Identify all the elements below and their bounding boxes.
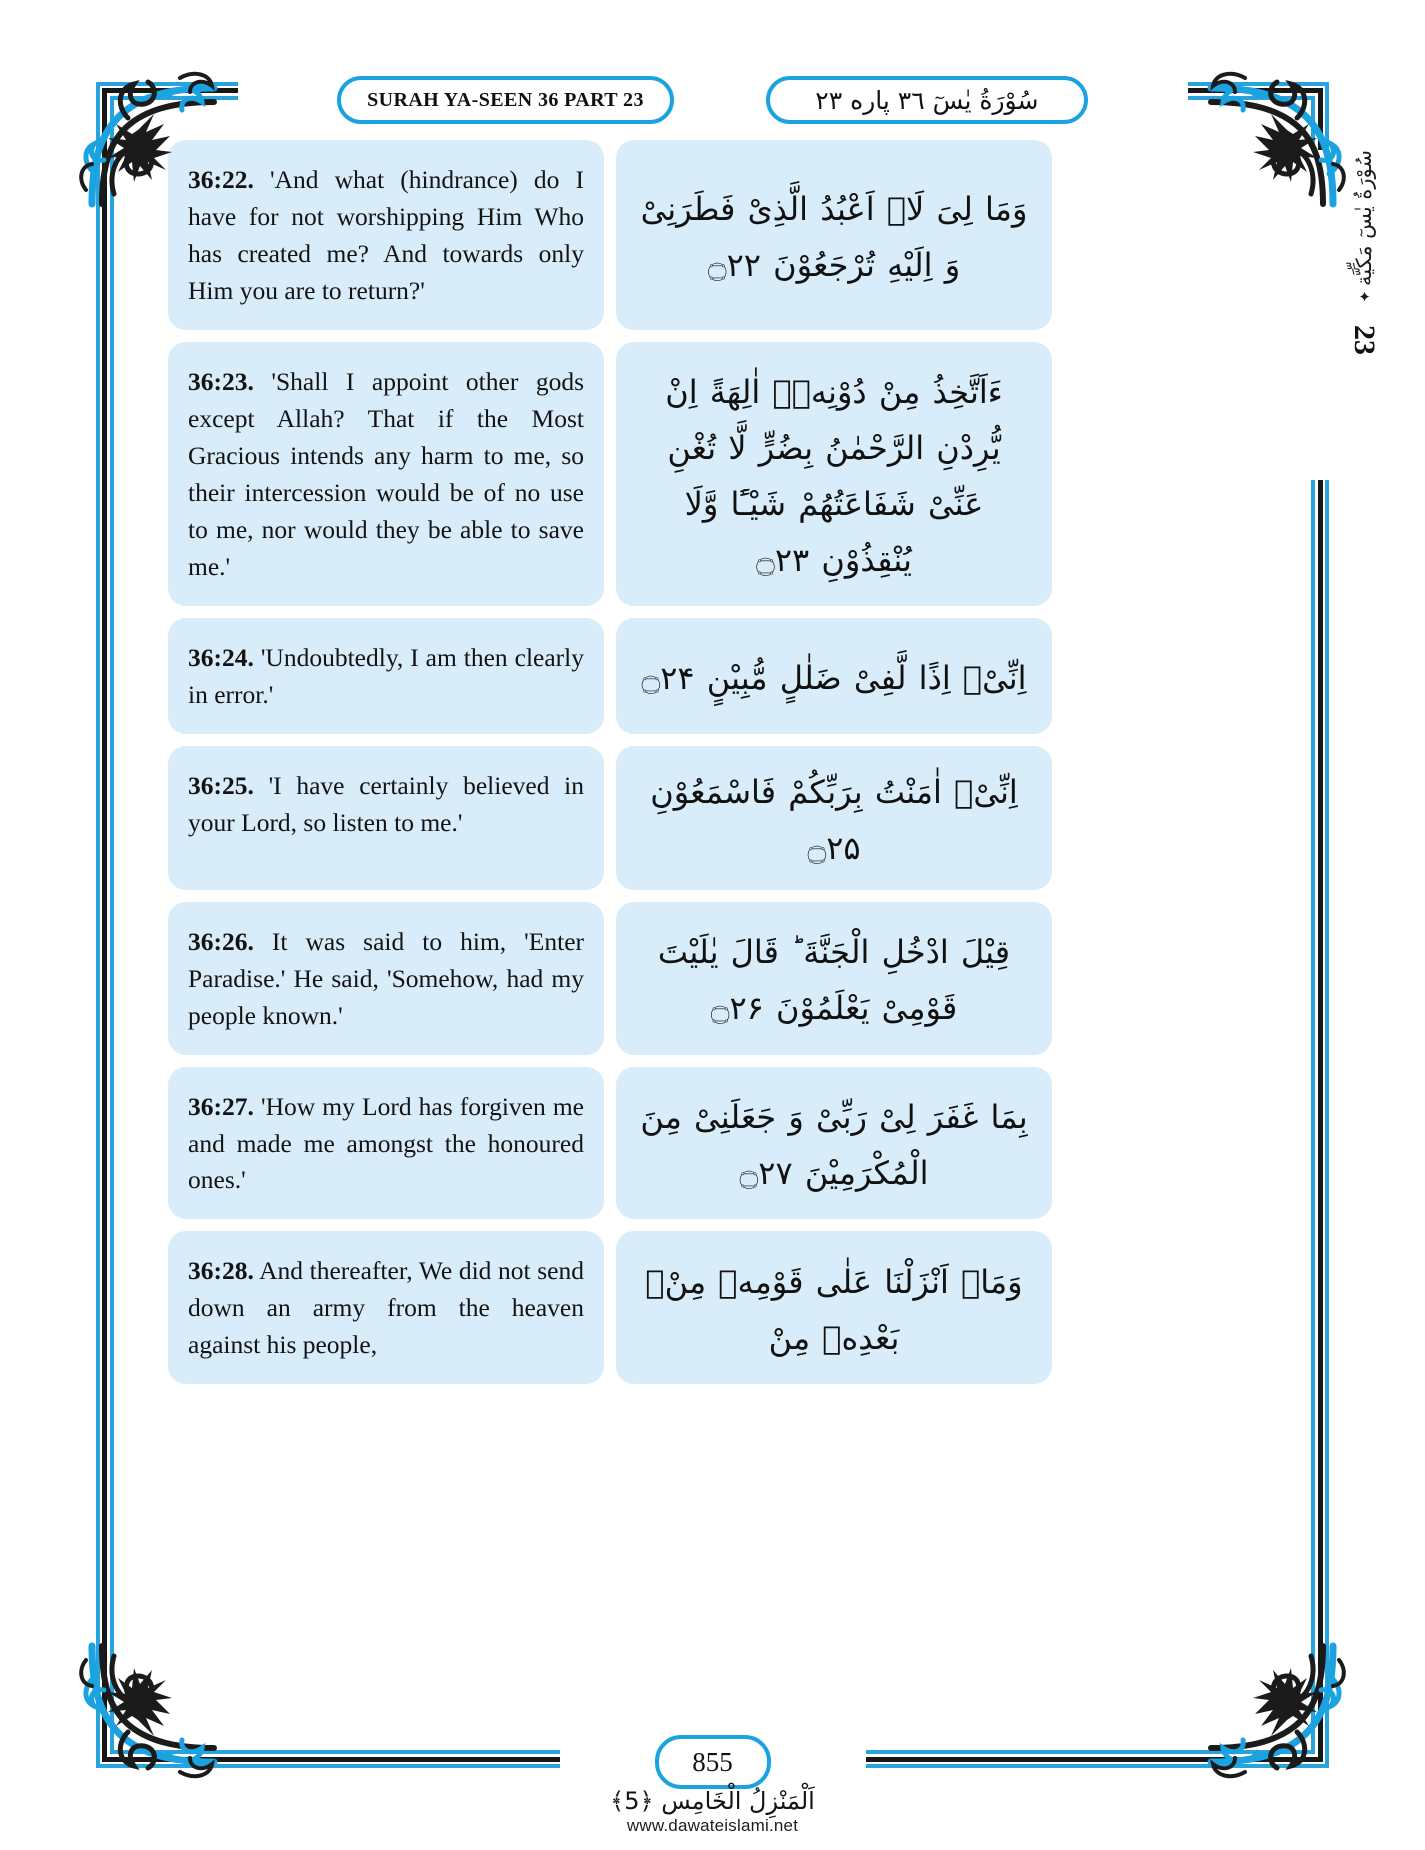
- verse-arabic-text: وَمَاۤ اَنْزَلْنَا عَلٰى قَوْمِهٖ مِنْۢ بَعْدِهٖ مِنْ: [645, 1262, 1023, 1357]
- verse-english-panel: [168, 342, 604, 606]
- verse-english-body: And thereafter, We did not send down an army from the heaven against his people,: [188, 1256, 585, 1360]
- verse-english-text: [188, 924, 584, 1035]
- verse-english-panel: [168, 1067, 604, 1220]
- verse-list: [168, 140, 1052, 1396]
- verse-arabic-text: اِنِّیْۤ اٰمَنْتُ بِرَبِّكُمْ فَاسْمَعُوْنِ ۝۲۵: [650, 772, 1018, 867]
- verse-row: [168, 1231, 1052, 1384]
- side-tab-part-number: 23: [1348, 325, 1381, 355]
- manzil-label: اَلْمَنْزِلُ الْخَامِس ﴿5﴾: [610, 1787, 815, 1815]
- verse-english-text: [188, 768, 584, 842]
- verse-row: [168, 1067, 1052, 1220]
- side-tab-arabic-label: سُوْرَةُ يٰسٓ مَكِّيَّة: [1352, 150, 1376, 286]
- page-number: 855: [692, 1746, 733, 1777]
- page-header: [0, 72, 1425, 128]
- juz-side-tab: [1327, 150, 1401, 480]
- verse-english-panel: [168, 618, 604, 734]
- page-footer-meta: [0, 1788, 1425, 1850]
- verse-arabic-panel: [616, 1067, 1052, 1220]
- verse-arabic-panel: [616, 1231, 1052, 1384]
- verse-number: 36:23.: [188, 366, 254, 396]
- verse-arabic-text: وَمَا لِیَ لَاۤ اَعْبُدُ الَّذِیْ فَطَرَنِیْ وَ اِلَیْهِ تُرْجَعُوْنَ ۝۲۲: [640, 189, 1028, 284]
- verse-number: 36:24.: [188, 642, 254, 672]
- verse-english-body: 'I have certainly believed in your Lord, so listen to me.': [188, 770, 584, 837]
- verse-arabic-text: ءَاَتَّخِذُ مِنْ دُوْنِهٖۤ اٰلِهَةً اِنْ یُّرِدْنِ الرَّحْمٰنُ بِضُرٍّ لَّا تُغْنِ عَنِّیْ شَفَاعَتُهُمْ شَیْـًٔا وَّلَا یُنْقِذُوْنِ ۝۲۳: [665, 372, 1003, 579]
- verse-arabic-panel: [616, 618, 1052, 734]
- verse-english-body: 'How my Lord has forgiven me and made me amongst the honoured ones.': [188, 1091, 584, 1195]
- surah-title-badge-arabic: [766, 76, 1088, 124]
- verse-row: [168, 746, 1052, 890]
- verse-arabic-text: اِنِّیْۤ اِذًا لَّفِیْ ضَلٰلٍ مُّبِیْنٍ ۝۲۴: [641, 658, 1027, 697]
- verse-number: 36:27.: [188, 1091, 254, 1121]
- verse-arabic-text: قِیْلَ ادْخُلِ الْجَنَّةَ ؕ قَالَ یٰلَیْتَ قَوْمِیْ یَعْلَمُوْنَ ۝۲۶: [657, 933, 1011, 1028]
- page-number-badge: [655, 1735, 771, 1789]
- verse-arabic-text: بِمَا غَفَرَ لِیْ رَبِّیْ وَ جَعَلَنِیْ مِنَ الْمُكْرَمِیْنَ ۝۲۷: [640, 1097, 1028, 1192]
- verse-english-text: [188, 364, 584, 586]
- verse-english-body: 'Shall I appoint other gods except Allah? That if the Most Gracious intends any harm to me, so their intercession would be of no use to me, nor would they be able to save me.': [188, 366, 585, 581]
- verse-english-text: [188, 1089, 584, 1200]
- verse-arabic-panel: [616, 342, 1052, 606]
- verse-row: [168, 618, 1052, 734]
- verse-number: 36:25.: [188, 770, 254, 800]
- verse-row: [168, 902, 1052, 1055]
- verse-row: [168, 342, 1052, 606]
- verse-english-panel: [168, 902, 604, 1055]
- verse-arabic-panel: [616, 746, 1052, 890]
- verse-number: 36:28.: [188, 1256, 254, 1286]
- website-label: www.dawateislami.net: [626, 1816, 799, 1836]
- verse-english-text: [188, 1253, 584, 1364]
- verse-english-panel: [168, 746, 604, 890]
- verse-english-body: 'Undoubtedly, I am then clearly in error.': [188, 642, 584, 709]
- surah-title-badge-english: [337, 76, 674, 124]
- verse-english-body: It was said to him, 'Enter Paradise.' He said, 'Somehow, had my people known.': [188, 926, 585, 1030]
- page-footer: [0, 1734, 1425, 1790]
- verse-arabic-panel: [616, 140, 1052, 330]
- side-tab-separator-icon: ✦: [1358, 290, 1370, 306]
- verse-english-panel: [168, 140, 604, 330]
- verse-english-panel: [168, 1231, 604, 1384]
- verse-number: 36:22.: [188, 165, 254, 194]
- verse-english-text: [188, 640, 584, 714]
- surah-title-english: SURAH YA-SEEN 36 PART 23: [367, 88, 644, 111]
- verse-english-body: 'And what (hindrance) do I have for not worshipping Him Who has created me? And towards only Him you are to return?': [188, 165, 584, 305]
- verse-row: [168, 140, 1052, 330]
- surah-title-arabic: سُوْرَةُ يٰسٓ ٣٦ پاره ٢٣: [815, 85, 1039, 115]
- verse-arabic-panel: [616, 902, 1052, 1055]
- verse-english-text: [188, 162, 584, 310]
- verse-number: 36:26.: [188, 926, 254, 956]
